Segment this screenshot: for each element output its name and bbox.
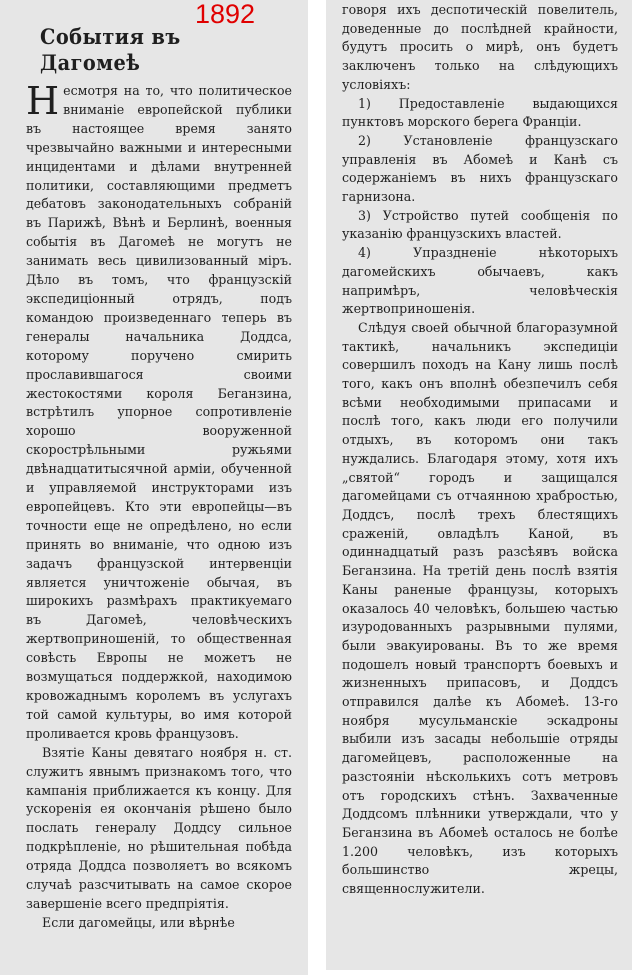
left-paragraph-2: Взятіе Каны девятаго ноября н. ст. служитъ явнымъ признакомъ того, что кампанія приближается къ концу. Для ускоренія ея окончанія рѣшено было послать генералу Доддсу сильное подкрѣпленіе, но рѣшительная побѣда отряда Доддса позволяетъ во всякомъ случаѣ разсчитывать на самое скорое завершеніе всего предпріятія. bbox=[26, 744, 292, 911]
left-column bbox=[0, 0, 308, 975]
left-paragraph-1 bbox=[26, 79, 292, 744]
article-headline: События въ Дагомеѣ bbox=[40, 24, 181, 75]
year-stamp: 1892 bbox=[195, 0, 256, 29]
drop-cap: Н bbox=[26, 79, 60, 123]
right-column bbox=[326, 0, 632, 970]
right-paragraph-1: говоря ихъ деспотическій повелитель, доведенные до послѣдней крайности, будутъ просить о мирѣ, онъ будетъ заключенъ только на слѣдующихъ условіяхъ: bbox=[342, 2, 618, 92]
condition-2: 2) Установленіе французскаго управленія въ Абомеѣ и Канѣ съ содержаніемъ въ нихъ французскаго гарнизона. bbox=[342, 132, 618, 205]
left-paragraph-1-text: есмотря на то, что политическое вниманіе европейской публики въ настоящее время занято чрезвычайно важными и интересными инцидентами и дѣлами внутренней политики, составляющими предметъ дебатовъ законодательныхъ собраній въ Парижѣ, Вѣнѣ и Берлинѣ, военныя событія въ Дагомеѣ не могутъ не занимать весь цивилизованный міръ. Дѣло въ томъ, что французскій экспедиціонный отрядъ, подъ командою произведеннаго теперь въ генералы начальника Доддса, которому поручено смирить прославившагося своими жестокостями короля Беганзина, встрѣтилъ упорное сопротивленіе хорошо вооруженной скорострѣльными ружьями двѣнадцатитысячной арміи, обученной и управляемой инструкторами изъ европейцевъ. Кто эти европейцы—въ точности еще не опредѣлено, но если принять во вниманіе, что одною изъ задачъ французской интервенціи является уничтоженіе обычая, въ широкихъ размѣрахъ практикуемаго въ Дагомеѣ, человѣческихъ жертвоприношеній, то общественная совѣсть Европы не можетъ не возмущаться поддержкой, находимою кровожаднымъ королемъ въ услугахъ той самой культуры, во имя которой проливается кровь французовъ. bbox=[26, 83, 292, 741]
right-paragraph-main: Слѣдуя своей обычной благоразумной тактикѣ, начальникъ экспедиціи совершилъ походъ на Кану лишь послѣ того, какъ онъ вполнѣ обезпечилъ себя всѣми необходимыми припасами и послѣ того, какъ люди его получили отдыхъ, въ которомъ они такъ нуждались. Благодаря этому, хотя ихъ „святой“ городъ и защищался дагомейцами съ отчаянною храбростью, Доддсъ, послѣ трехъ блестящихъ сраженій, овладѣлъ Каной, въ одиннадцатый разъ разсѣявъ войска Беганзина. На третій день послѣ взятія Каны раненые французы, которыхъ оказалось 40 человѣкъ, большею частью изуродованныхъ разрывными пулями, были эвакуированы. Въ то же время подошелъ новый транспортъ боевыхъ и жизненныхъ припасовъ, и Доддсъ отправился далѣе къ Абомеѣ. 13-го ноября мусульманскіе эскадроны выбили изъ засады небольшіе отряды дагомейцевъ, расположенные на разстояніи нѣсколькихъ сотъ метровъ отъ городскихъ стѣнъ. Захваченные Доддсомъ плѣнники утверждали, что у Беганзина въ Абомеѣ осталось не болѣе 1.200 человѣкъ, изъ которыхъ большинство жрецы, священнослужители. bbox=[342, 319, 618, 897]
condition-4: 4) Упраздненіе нѣкоторыхъ дагомейскихъ обычаевъ, какъ напримѣръ, человѣческія жертвоприношенія. bbox=[342, 245, 618, 317]
left-paragraph-3: Если дагомейцы, или вѣрнѣе bbox=[42, 914, 235, 930]
condition-1: 1) Предоставленіе выдающихся пунктовъ морского берега Франціи. bbox=[342, 95, 618, 130]
condition-3: 3) Устройство путей сообщенія по указанію французскихъ властей. bbox=[342, 207, 618, 242]
